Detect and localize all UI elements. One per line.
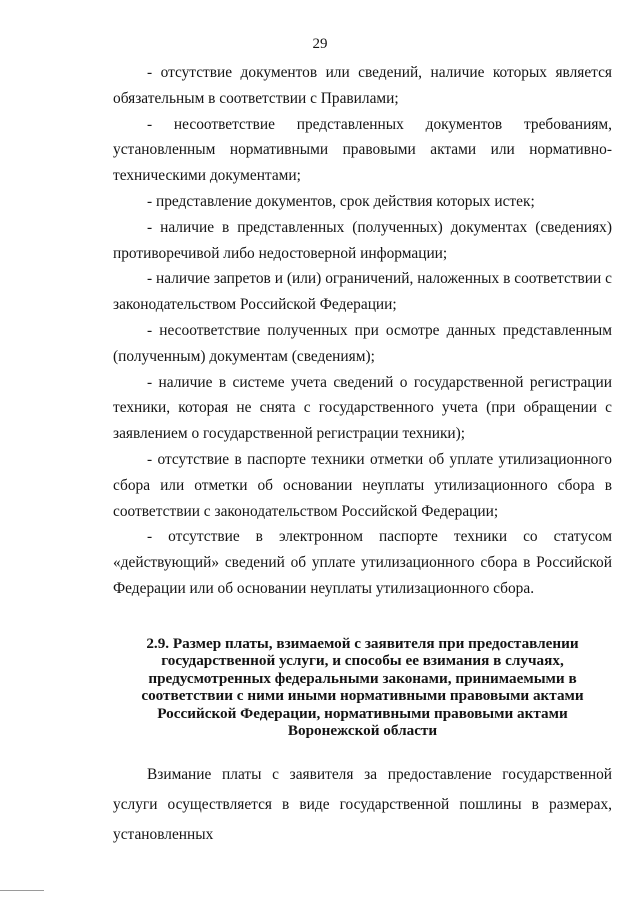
list-item: - отсутствие в паспорте техники отметки об уплате утилизационного сбора или отметки об основании неуплаты утилизационного сбора в соответствии с законодательством Российской Федерации;	[113, 450, 612, 520]
list-item: - несоответствие полученных при осмотре данных представленным (полученным) документам (сведениям);	[113, 321, 612, 365]
section-heading: 2.9. Размер платы, взимаемой с заявителя при предоставлении государственной услуги, и способы ее взимания в случаях, предусмотренных федеральными законами, принимаемыми в соответствии с ними иными нормативными правовыми актами Российской Федерации, нормативными правовыми актами Воронежской области	[141, 635, 584, 740]
fee-section-body	[113, 760, 612, 850]
footer-divider	[0, 890, 44, 891]
page-number: 29	[312, 36, 328, 52]
list-item: - наличие в системе учета сведений о государственной регистрации техники, которая не снята с государственного учета (при обращении с заявлением о государственной регистрации техники);	[113, 373, 612, 443]
list-item: - несоответствие представленных документов требованиям, установленным нормативными правовыми актами или нормативно-техническими документами;	[113, 115, 612, 185]
list-item: - наличие в представленных (полученных) документах (сведениях) противоречивой либо недостоверной информации;	[113, 218, 612, 262]
list-item: - наличие запретов и (или) ограничений, наложенных в соответствии с законодательством Российской Федерации;	[113, 270, 612, 314]
refusal-grounds-list	[113, 60, 612, 602]
body-paragraph: Взимание платы с заявителя за предоставление государственной услуги осуществляется в виде государственной пошлины в размерах, установленных	[113, 766, 612, 843]
list-item: - отсутствие документов или сведений, наличие которых является обязательным в соответствии с Правилами;	[113, 64, 612, 107]
list-item: - представление документов, срок действия которых истек;	[147, 192, 535, 210]
list-item: - отсутствие в электронном паспорте техники со статусом «действующий» сведений об уплате утилизационного сбора в Российской Федерации или об основании неуплаты утилизационного сбора.	[113, 528, 612, 597]
